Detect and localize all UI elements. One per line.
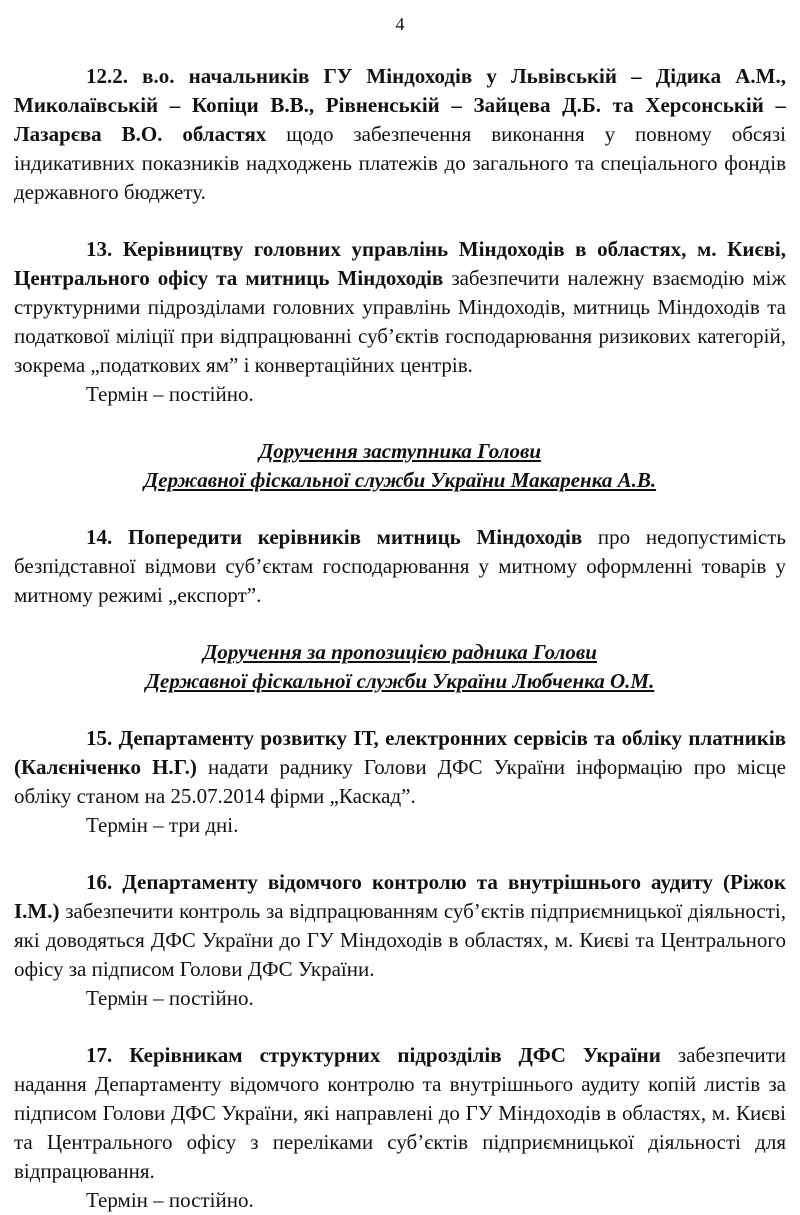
heading-lyubchenko-line1: Доручення за пропозицією радника Голови (203, 640, 597, 664)
heading-makarenko (14, 437, 786, 495)
item-16 (14, 868, 786, 984)
item-13-bold: 13. Керівництву головних управлінь Міндоходів в областях, м. Києві, Центрального офісу та митниць Міндоходів (14, 237, 786, 290)
item-16-text: забезпечити контроль за відпрацюванням суб’єктів підприємницької діяльності, які доводяться ДФС України до ГУ Міндоходів в областях, м. Києві та Центрального офісу за підписом Голови ДФС України. (14, 899, 786, 981)
item-16-bold: 16. Департаменту відомчого контролю та внутрішнього аудиту (Ріжок І.М.) (14, 870, 786, 923)
item-13-text: забезпечити належну взаємодію між структурними підрозділами головних управлінь Міндоходів, митниць Міндоходів та податкової міліції при відпрацюванні суб’єктів господарювання ризикових категорій, зокрема „податкових ям” і конвертаційних центрів. (14, 266, 786, 377)
heading-makarenko-line1: Доручення заступника Голови (258, 439, 542, 463)
document-body (14, 62, 786, 1215)
item-17 (14, 1041, 786, 1186)
heading-lyubchenko (14, 638, 786, 696)
item-13-term: Термін – постійно. (86, 382, 254, 406)
item-12-2-bold: 12.2. в.о. начальників ГУ Міндоходів у Львівській – Дідика А.М., Миколаївській – Копіци В.В., Рівненській – Зайцева Д.Б. та Херсонській – Лазарєва В.О. областях (14, 64, 786, 146)
item-17-bold: 17. Керівникам структурних підрозділів ДФС України (86, 1043, 661, 1067)
item-15-term: Термін – три дні. (86, 813, 239, 837)
item-13 (14, 235, 786, 380)
heading-makarenko-line2: Державної фіскальної служби України Макаренка А.В. (143, 468, 657, 492)
page-number: 4 (395, 14, 405, 34)
item-14-bold: 14. Попередити керівників митниць Міндоходів (86, 525, 583, 549)
item-16-term: Термін – постійно. (86, 986, 254, 1010)
item-15-bold: 15. Департаменту розвитку ІТ, електронних сервісів та обліку платників (Калєніченко Н.Г.) (14, 726, 786, 779)
item-14 (14, 523, 786, 610)
item-12-2-text: щодо забезпечення виконання у повному обсязі індикативних показників надходжень платежів до загального та спеціального фондів державного бюджету. (14, 122, 786, 204)
item-17-text: забезпечити надання Департаменту відомчого контролю та внутрішнього аудиту копій листів за підписом Голови ДФС України, які направлені до ГУ Міндоходів в областях, м. Києві та Центрального офісу з переліками суб’єктів підприємницької діяльності для відпрацювання. (14, 1043, 786, 1183)
heading-lyubchenko-line2: Державної фіскальної служби України Любченка О.М. (145, 669, 655, 693)
item-15-text: надати раднику Голови ДФС України інформацію про місце обліку станом на 25.07.2014 фірми „Каскад”. (14, 755, 786, 808)
item-17-term: Термін – постійно. (86, 1188, 254, 1212)
item-15 (14, 724, 786, 811)
item-12-2 (14, 62, 786, 207)
item-14-text: про недопустимість безпідставної відмови суб’єктам господарювання у митному оформленні товарів у митному режимі „експорт”. (14, 525, 786, 607)
